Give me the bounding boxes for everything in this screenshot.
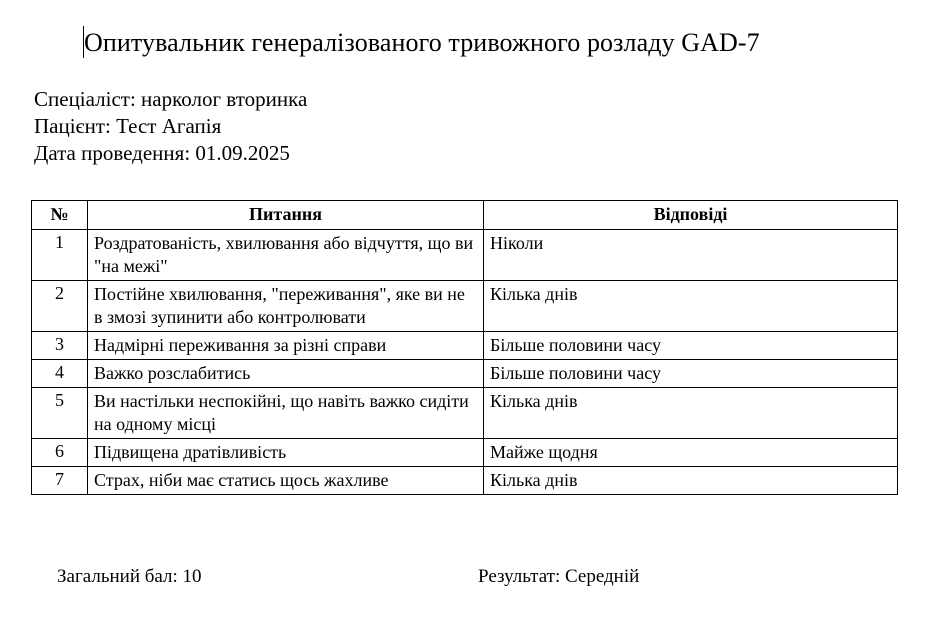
- cell-question: Надмірні переживання за різні справи: [88, 332, 484, 360]
- cell-number: 2: [32, 281, 88, 332]
- meta-patient: Пацієнт: Тест Агапія: [34, 114, 222, 138]
- cell-number: 1: [32, 230, 88, 281]
- cell-answer: Більше половини часу: [484, 332, 898, 360]
- cell-number: 3: [32, 332, 88, 360]
- cell-question: Постійне хвилювання, "переживання", яке ви не в змозі зупинити або контролювати: [88, 281, 484, 332]
- column-header-number: №: [32, 201, 88, 230]
- column-header-answer: Відповіді: [484, 201, 898, 230]
- total-score: Загальний бал: 10: [57, 566, 202, 587]
- cell-answer: Кілька днів: [484, 281, 898, 332]
- cell-question: Підвищена дратівливість: [88, 439, 484, 467]
- cell-number: 7: [32, 467, 88, 495]
- column-header-question: Питання: [88, 201, 484, 230]
- document-meta: [34, 86, 307, 167]
- result-label: Результат: Середній: [478, 566, 640, 587]
- table-row: [32, 439, 898, 467]
- survey-table: [31, 200, 898, 495]
- table-row: [32, 332, 898, 360]
- page-title: Опитувальник генералізованого тривожного розладу GAD-7: [84, 28, 760, 57]
- cell-question: Ви настільки неспокійні, що навіть важко сидіти на одному місці: [88, 388, 484, 439]
- table-row: [32, 360, 898, 388]
- cell-answer: Ніколи: [484, 230, 898, 281]
- cell-answer: Більше половини часу: [484, 360, 898, 388]
- table-row: [32, 388, 898, 439]
- cell-question: Роздратованість, хвилювання або відчуття, що ви "на межі": [88, 230, 484, 281]
- table-header-row: [32, 201, 898, 230]
- cell-number: 4: [32, 360, 88, 388]
- cell-question: Важко розслабитись: [88, 360, 484, 388]
- cell-answer: Майже щодня: [484, 439, 898, 467]
- table-row: [32, 467, 898, 495]
- cell-number: 5: [32, 388, 88, 439]
- table-row: [32, 230, 898, 281]
- cell-answer: Кілька днів: [484, 467, 898, 495]
- cell-answer: Кілька днів: [484, 388, 898, 439]
- cell-number: 6: [32, 439, 88, 467]
- cell-question: Страх, ніби має статись щось жахливе: [88, 467, 484, 495]
- table-row: [32, 281, 898, 332]
- meta-date: Дата проведення: 01.09.2025: [34, 141, 290, 165]
- meta-specialist: Спеціаліст: нарколог вторинка: [34, 87, 308, 111]
